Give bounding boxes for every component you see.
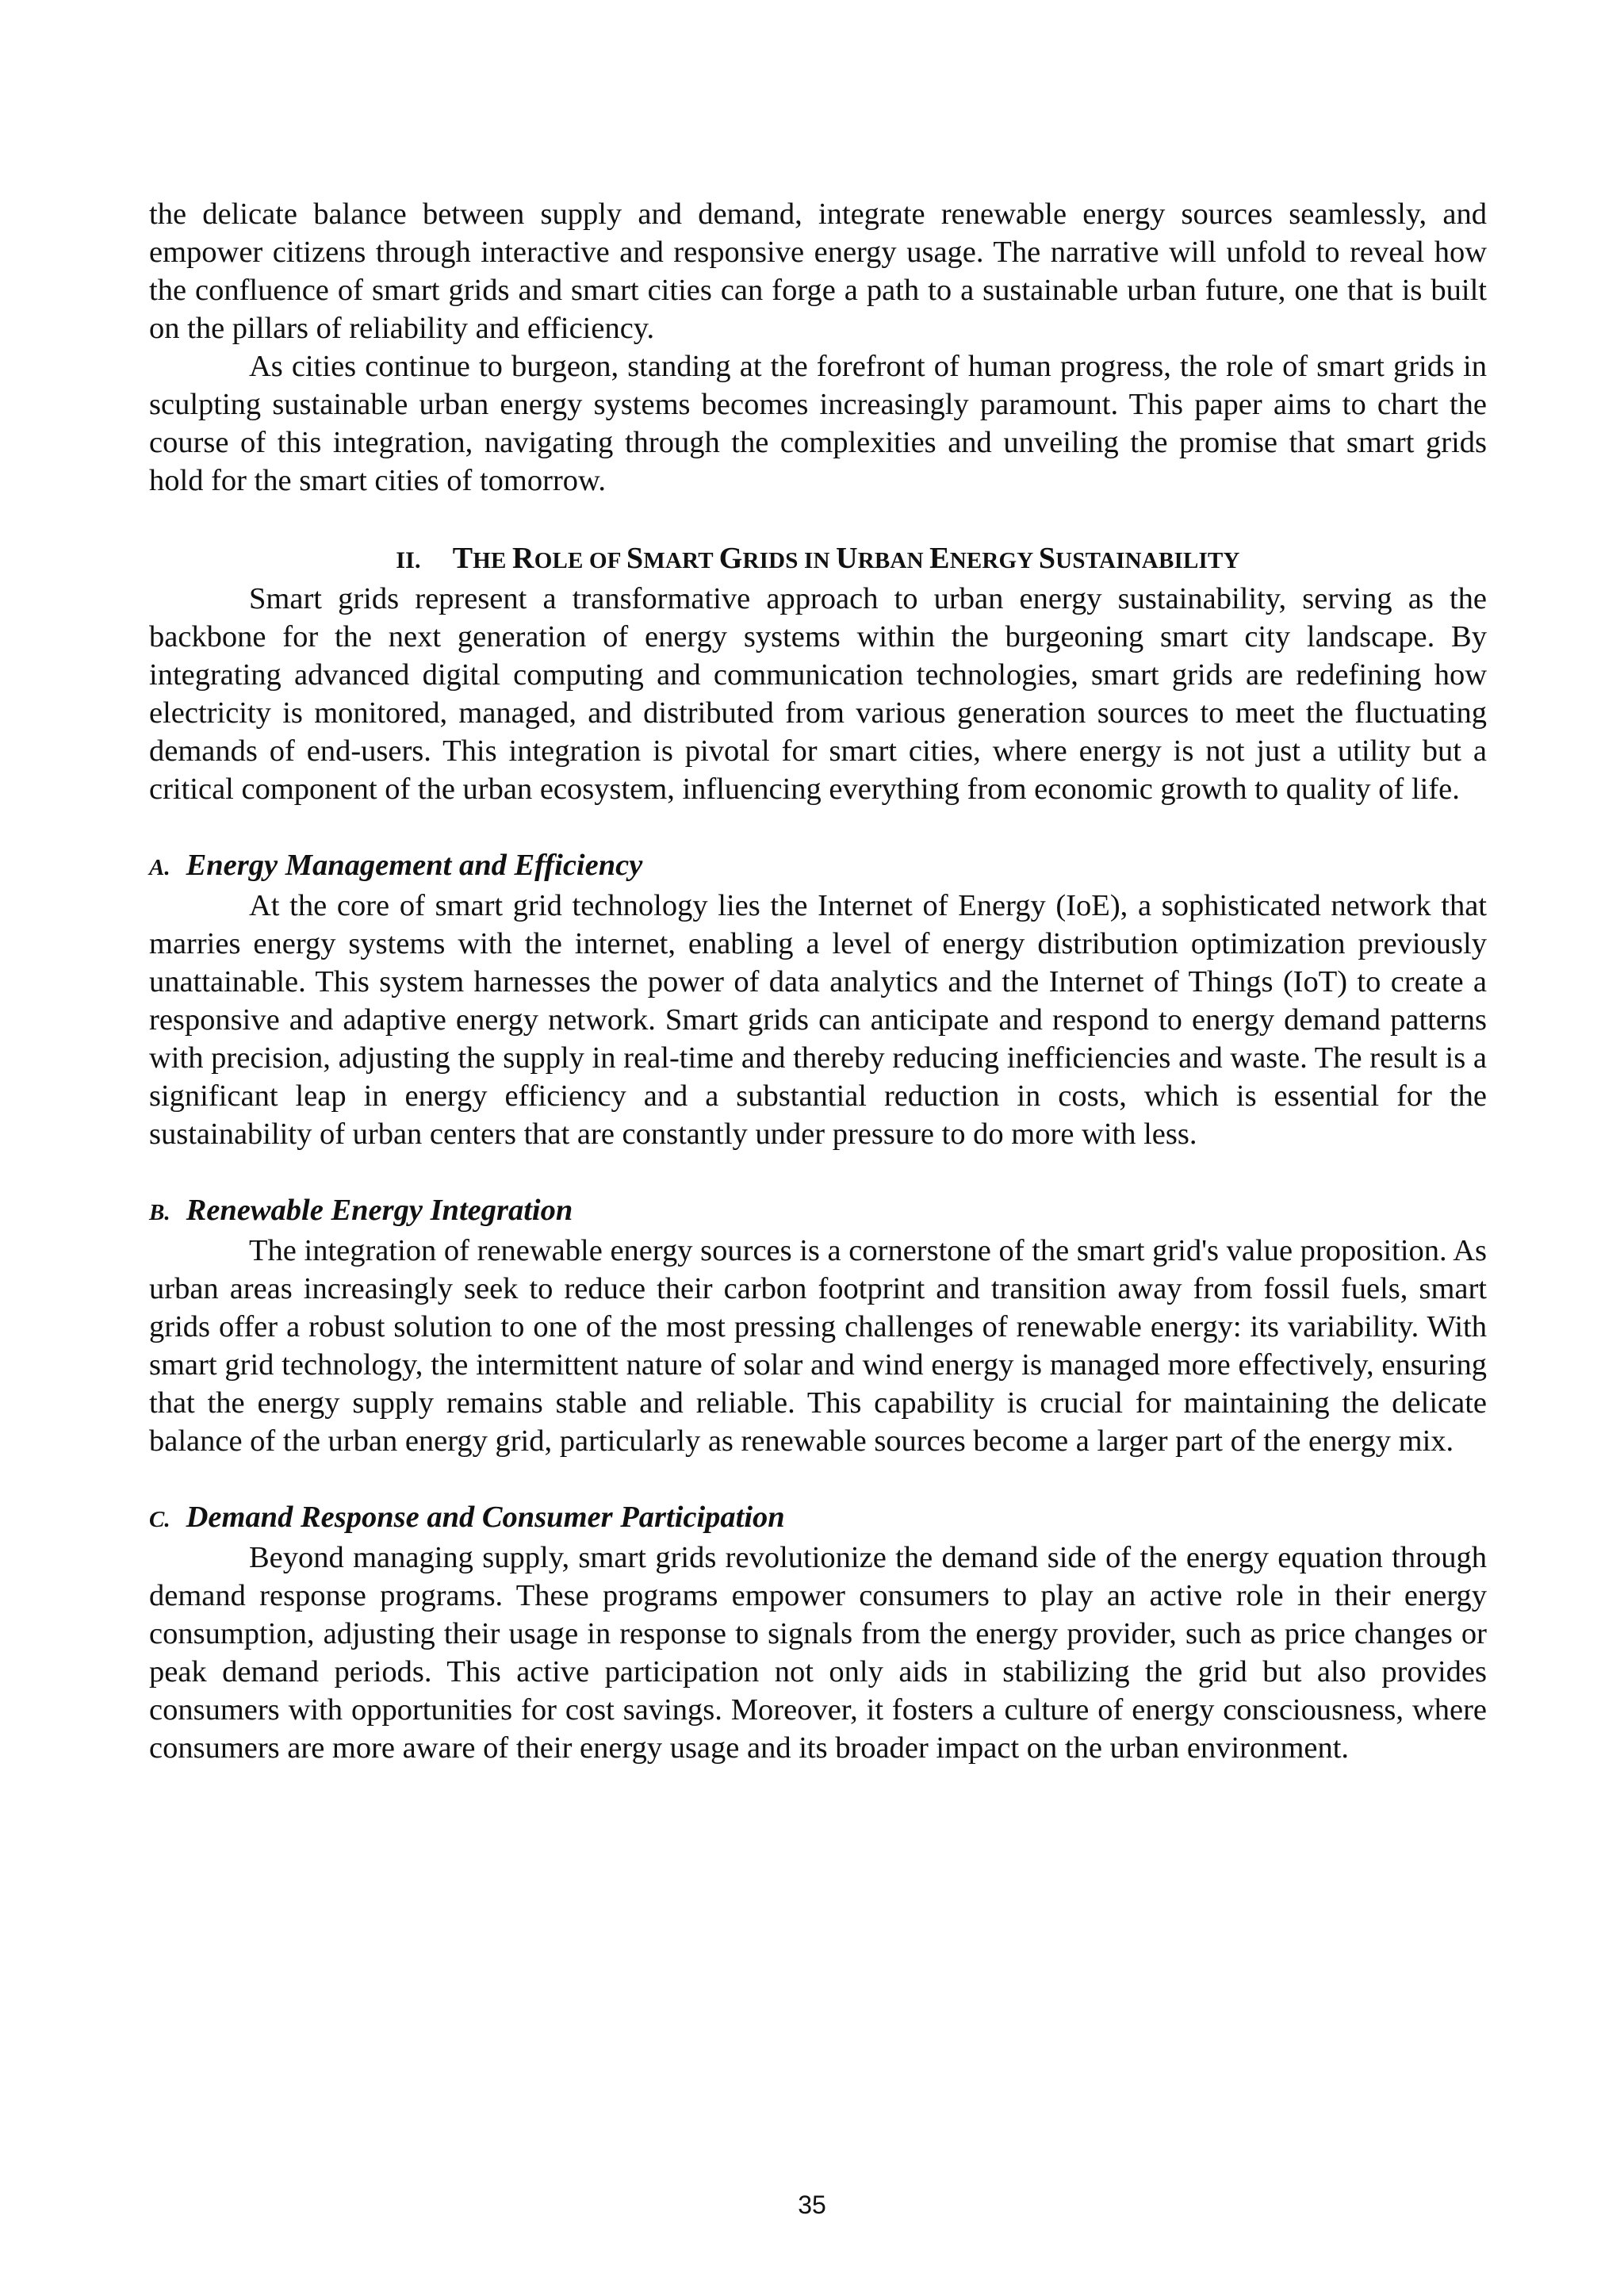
page-body (149, 195, 1487, 1767)
subsection-heading-c (149, 1498, 1487, 1539)
subsection-heading-b (149, 1191, 1487, 1232)
subsection-body-b: The integration of renewable energy sources is a cornerstone of the smart grid's value proposition. As urban areas increasingly seek to reduce their carbon footprint and transition away from fossil fuels, smart grids offer a robust solution to one of the most pressing challenges of renewable energy: its variability. With smart grid technology, the intermittent nature of solar and wind energy is managed more effectively, ensuring that the energy supply remains stable and reliable. This capability is crucial for maintaining the delicate balance of the urban energy grid, particularly as renewable sources become a larger part of the energy mix. (149, 1234, 1487, 1458)
subsection-title: Energy Management and Efficiency (186, 849, 643, 882)
page-number: 35 (798, 2191, 826, 2219)
section-heading (149, 539, 1487, 580)
section-body-paragraph: Smart grids represent a transformative approach to urban energy sustainability, serving as the backbone for the next generation of energy systems within the burgeoning smart city landscape. By integrating advanced digital computing and communication technologies, smart grids are redefining how electricity is monitored, managed, and distributed from various generation sources to meet the fluctuating demands of end-users. This integration is pivotal for smart cities, where energy is not just a utility but a critical component of the urban ecosystem, influencing everything from economic growth to quality of life. (149, 582, 1487, 806)
subsection-letter: B. (149, 1200, 170, 1225)
section-title: THE ROLE OF SMART GRIDS IN URBAN ENERGY SUSTAINABILITY (452, 542, 1240, 575)
subsection-letter: A. (149, 855, 170, 880)
subsection-heading-a (149, 846, 1487, 887)
subsection-title: Renewable Energy Integration (186, 1194, 573, 1227)
intro-continuation-paragraph: the delicate balance between supply and demand, integrate renewable energy sources seamlessly, and empower citizens through interactive and responsive energy usage. The narrative will unfold to reveal how the confluence of smart grids and smart cities can forge a path to a sustainable urban future, one that is built on the pillars of reliability and efficiency. (149, 197, 1487, 345)
intro-closing-paragraph: As cities continue to burgeon, standing at the forefront of human progress, the role of smart grids in sculpting sustainable urban energy systems becomes increasingly paramount. This paper aims to chart the course of this integration, navigating through the complexities and unveiling the promise that smart grids hold for the smart cities of tomorrow. (149, 350, 1487, 497)
subsection-letter: C. (149, 1507, 170, 1532)
subsection-body-c: Beyond managing supply, smart grids revolutionize the demand side of the energy equation through demand response programs. These programs empower consumers to play an active role in their energy consumption, adjusting their usage in response to signals from the energy provider, such as price changes or peak demand periods. This active participation not only aids in stabilizing the grid but also provides consumers with opportunities for cost savings. Moreover, it fosters a culture of energy consciousness, where consumers are more aware of their energy usage and its broader impact on the urban environment. (149, 1541, 1487, 1765)
subsection-body-a: At the core of smart grid technology lies the Internet of Energy (IoE), a sophisticated network that marries energy systems with the internet, enabling a level of energy distribution optimization previously unattainable. This system harnesses the power of data analytics and the Internet of Things (IoT) to create a responsive and adaptive energy network. Smart grids can anticipate and respond to energy demand patterns with precision, adjusting the supply in real-time and thereby reducing inefficiencies and waste. The result is a significant leap in energy efficiency and a substantial reduction in costs, which is essential for the sustainability of urban centers that are constantly under pressure to do more with less. (149, 889, 1487, 1151)
section-number: II. (396, 547, 421, 573)
subsection-title: Demand Response and Consumer Participation (186, 1501, 785, 1534)
